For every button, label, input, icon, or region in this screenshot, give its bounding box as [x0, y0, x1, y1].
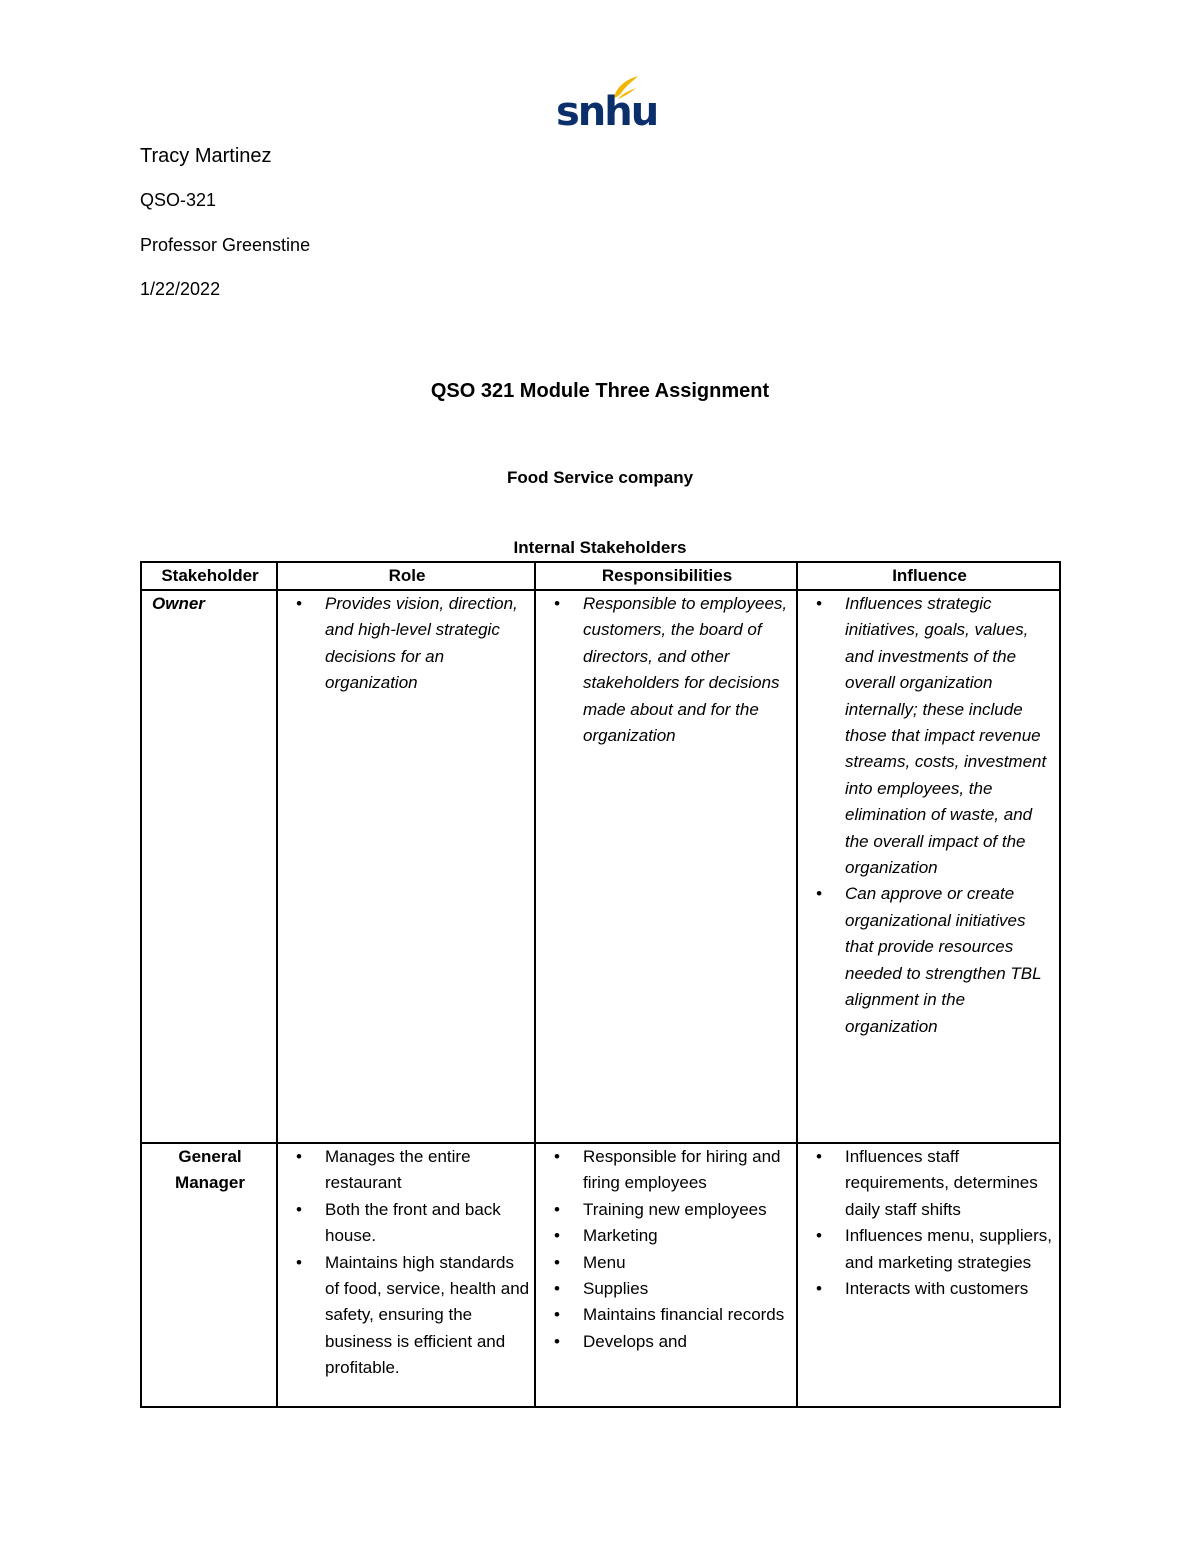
list-item: • Interacts with customers: [804, 1276, 1055, 1302]
bullet-icon: •: [554, 1199, 560, 1219]
internal-stakeholders-table: [140, 561, 1061, 1408]
list-item: • Influences staff requirements, determines daily staff shifts: [804, 1144, 1055, 1223]
role-list: [284, 591, 530, 697]
bullet-icon: •: [816, 884, 822, 904]
bullet-icon: •: [296, 594, 302, 613]
table-header-row: [141, 562, 1060, 590]
table-row-general-manager: [141, 1143, 1060, 1407]
bullet-icon: •: [816, 594, 822, 613]
column-header-influence: Influence: [797, 562, 1060, 590]
bullet-icon: •: [554, 1252, 560, 1272]
responsibilities-cell: [535, 590, 797, 1143]
stakeholder-cell: General Manager: [141, 1143, 277, 1407]
responsibilities-list: [542, 1144, 792, 1355]
bullet-icon: •: [554, 1147, 560, 1166]
bullet-icon: •: [554, 594, 560, 613]
role-cell: [277, 1143, 535, 1407]
influence-cell: [797, 590, 1060, 1143]
bullet-icon: •: [816, 1147, 822, 1166]
table-row-owner: [141, 590, 1060, 1143]
column-header-responsibilities: Responsibilities: [535, 562, 797, 590]
logo-wordmark: snhu: [556, 89, 658, 135]
bullet-icon: •: [554, 1331, 560, 1351]
responsibilities-cell: [535, 1143, 797, 1407]
influence-list: [804, 1144, 1055, 1302]
responsibilities-list: [542, 591, 792, 749]
author-name: Tracy Martinez: [140, 145, 272, 167]
column-header-stakeholder: Stakeholder: [141, 562, 277, 590]
role-cell: [277, 590, 535, 1143]
list-item: • Can approve or create organizational initiatives that provide resources needed to strengthen TBL alignment in the organization: [804, 881, 1055, 1039]
document-subtitle: Food Service company: [506, 468, 694, 487]
bullet-icon: •: [816, 1279, 822, 1299]
bullet-icon: •: [554, 1279, 560, 1299]
influence-cell: [797, 1143, 1060, 1407]
list-item: • Influences menu, suppliers, and marketing strategies: [804, 1223, 1055, 1276]
document-date: 1/22/2022: [140, 279, 221, 299]
list-item: • Maintains financial records: [542, 1302, 792, 1328]
column-header-role: Role: [277, 562, 535, 590]
role-list: [284, 1144, 530, 1382]
list-item: • Maintains high standards of food, service, health and safety, ensuring the business is efficient and profitable.: [284, 1250, 530, 1382]
stakeholder-cell: Owner: [141, 590, 277, 1143]
list-item: • Influences strategic initiatives, goals, values, and investments of the overall organization internally; these include those that impact revenue streams, costs, investment into employees, the elimination of waste, and the overall impact of the organization: [804, 591, 1055, 881]
bullet-icon: •: [296, 1252, 302, 1272]
list-item: • Training new employees: [542, 1197, 792, 1223]
list-item: • Manages the entire restaurant: [284, 1144, 530, 1197]
list-item: • Both the front and back house.: [284, 1197, 530, 1250]
list-item: • Responsible to employees, customers, the board of directors, and other stakeholders for decisions made about and for the organization: [542, 591, 792, 749]
list-item: • Develops and: [542, 1329, 792, 1355]
course-code: QSO-321: [140, 190, 217, 210]
table-caption: Internal Stakeholders: [513, 538, 687, 557]
bullet-icon: •: [296, 1199, 302, 1219]
list-item: • Supplies: [542, 1276, 792, 1302]
list-item: • Provides vision, direction, and high-level strategic decisions for an organization: [284, 591, 530, 697]
bullet-icon: •: [554, 1305, 560, 1325]
bullet-icon: •: [296, 1147, 302, 1166]
document-title: QSO 321 Module Three Assignment: [430, 380, 770, 402]
bullet-icon: •: [816, 1226, 822, 1246]
influence-list: [804, 591, 1055, 1040]
professor-name: Professor Greenstine: [140, 235, 311, 255]
bullet-icon: •: [554, 1226, 560, 1246]
list-item: • Menu: [542, 1250, 792, 1276]
list-item: • Responsible for hiring and firing employees: [542, 1144, 792, 1197]
snhu-logo: [556, 74, 658, 135]
list-item: • Marketing: [542, 1223, 792, 1249]
